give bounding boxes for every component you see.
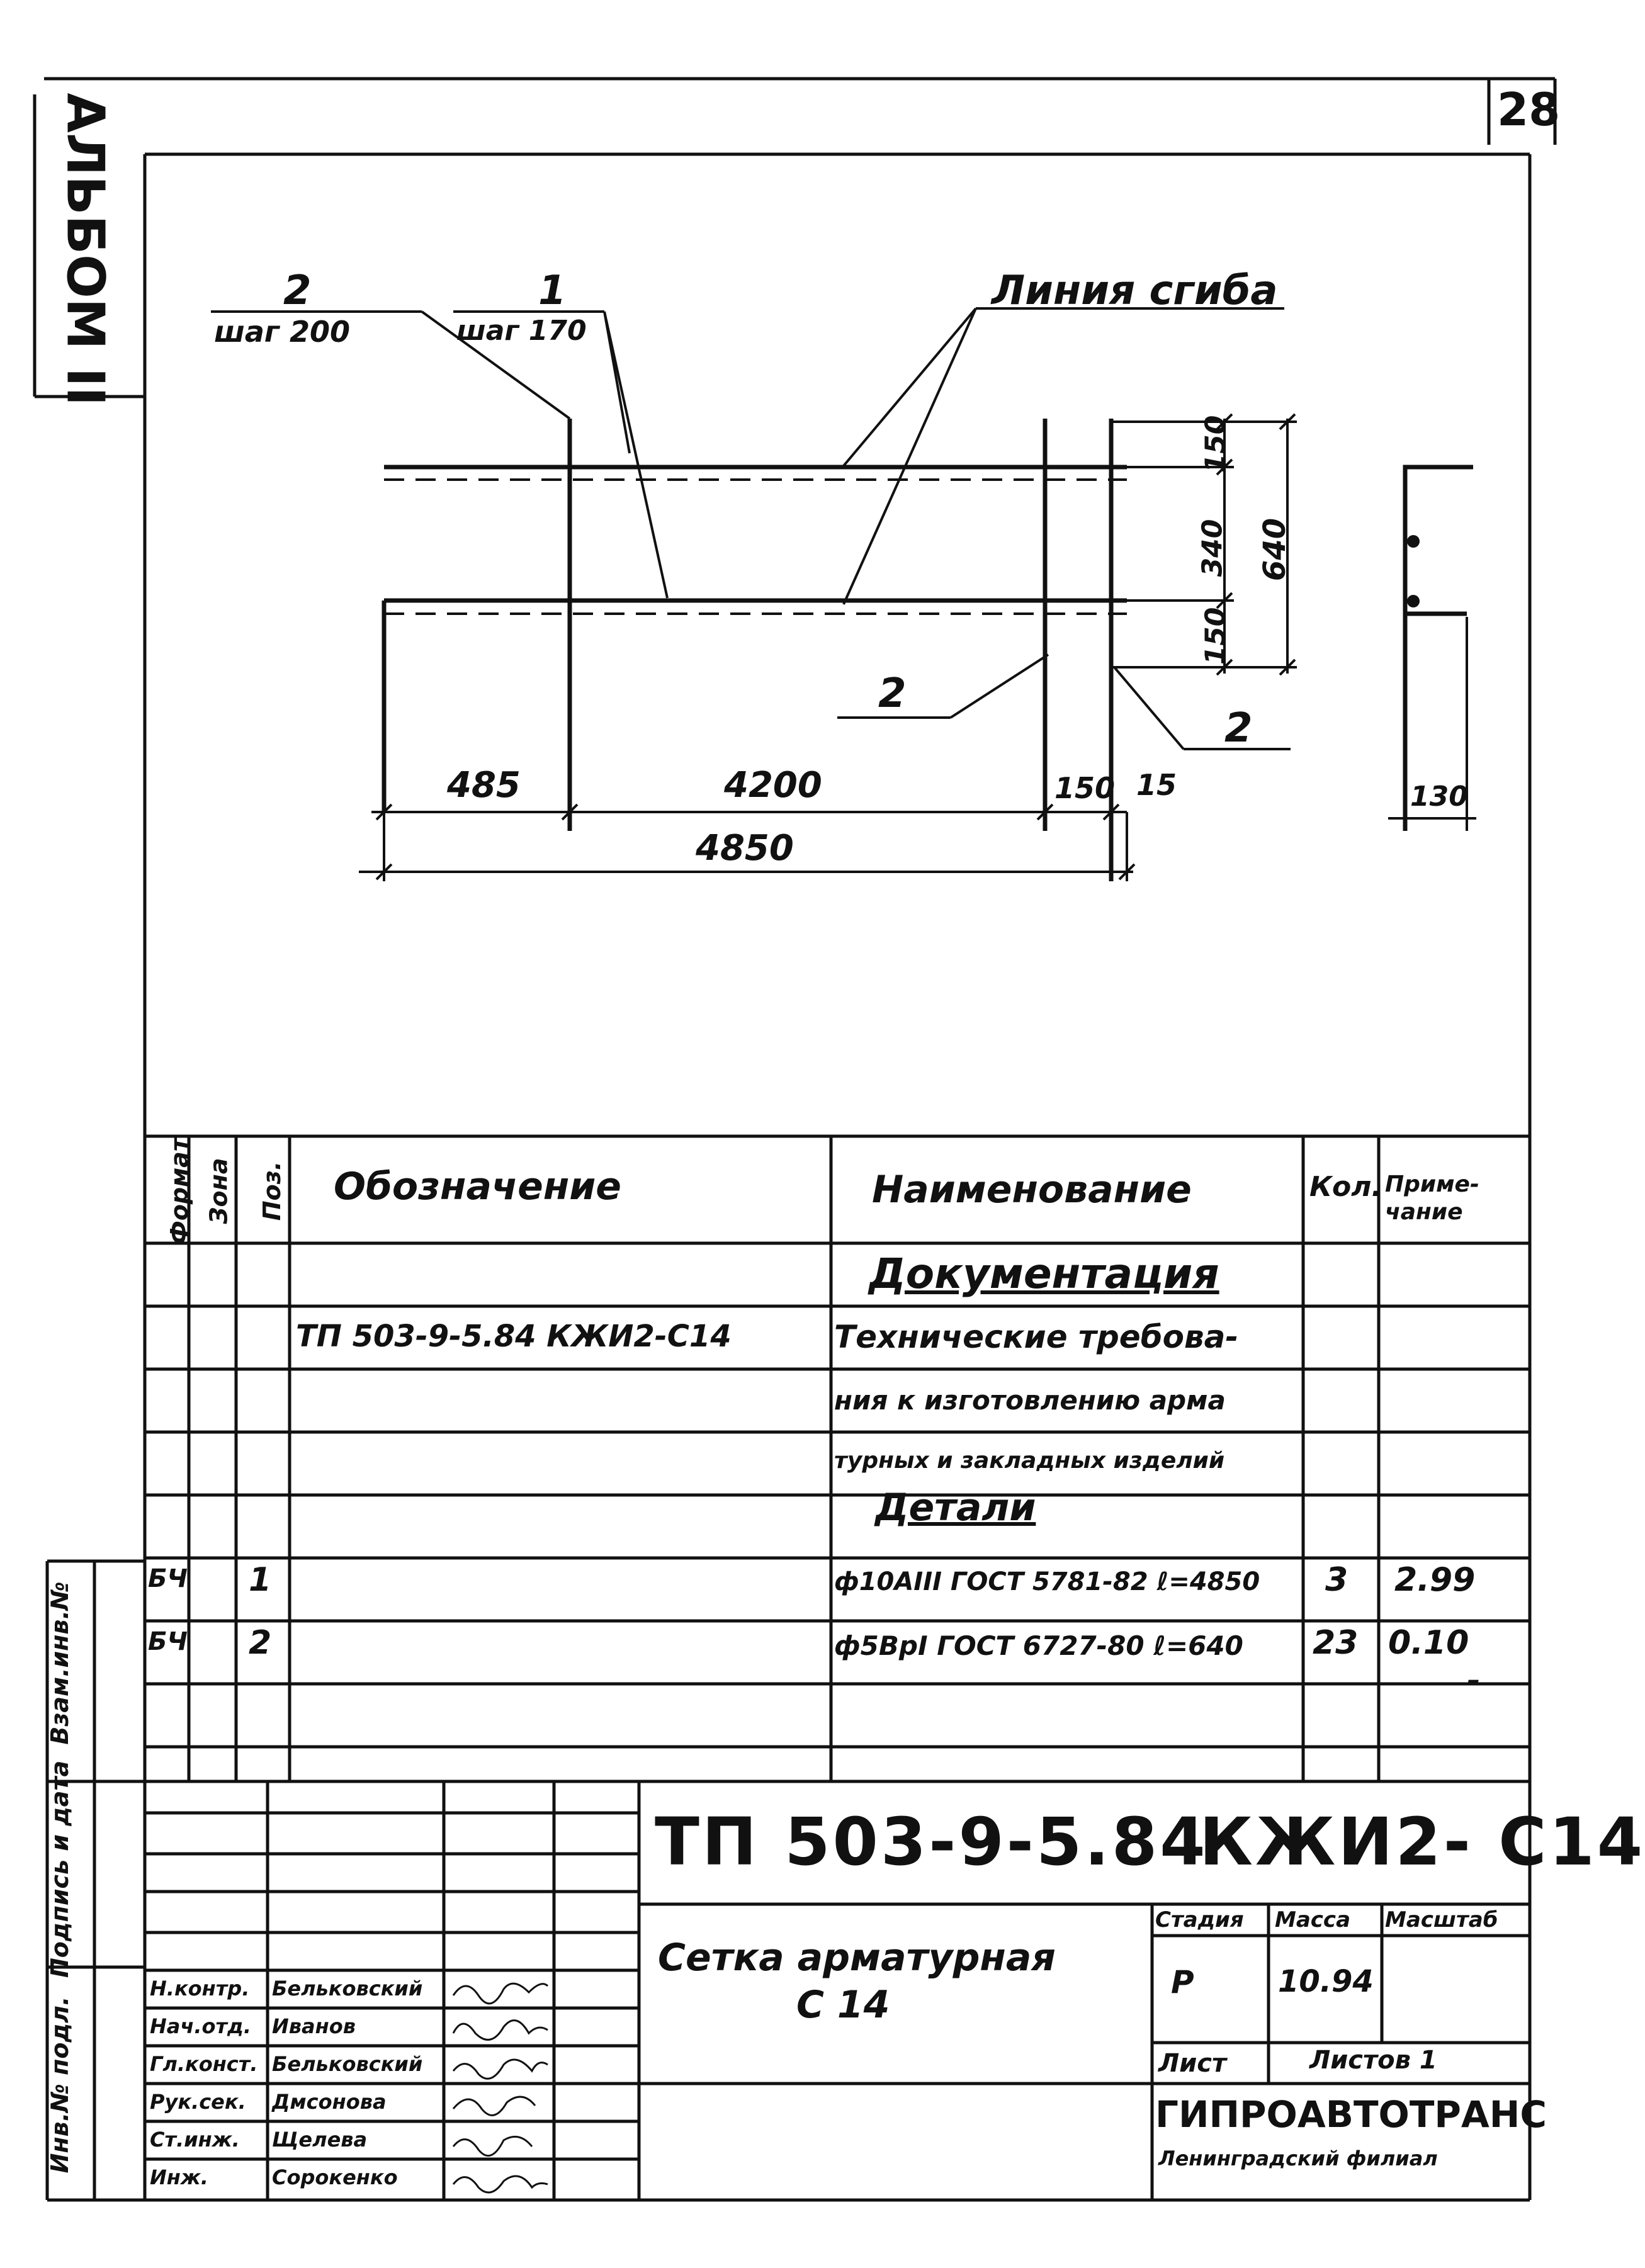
leader-left-pos: 2 — [283, 268, 312, 314]
staff-name-3: Бельковский — [272, 2052, 423, 2076]
header-name: Наименование — [872, 1168, 1192, 1212]
staff-role-2: Нач.отд. — [150, 2014, 252, 2038]
row-2-note: 0.10 — [1388, 1624, 1469, 1662]
sheets-label: Листов 1 — [1309, 2046, 1437, 2075]
note-dash: - — [1467, 1662, 1481, 1700]
album-label: АЛЬБОМ II — [55, 93, 115, 406]
header-qty: Кол. — [1309, 1171, 1382, 1203]
org-branch: Ленинградский филиал — [1158, 2147, 1438, 2170]
code-right: КЖИ2- С14 — [1199, 1803, 1645, 1880]
sheet-number: 28 — [1497, 83, 1561, 136]
dim-4850: 4850 — [696, 828, 794, 869]
mass-label: Масса — [1275, 1907, 1351, 1932]
row-1-pos: 1 — [249, 1561, 272, 1599]
section-docs: Документация — [869, 1250, 1219, 1298]
pos-label-a: 2 — [878, 670, 907, 717]
stage-value: Р — [1171, 1964, 1194, 2000]
row-1-format: БЧ — [148, 1564, 188, 1593]
title-line-2: С 14 — [796, 1983, 890, 2027]
mass-value: 10.94 — [1278, 1964, 1374, 1999]
staff-name-5: Щелева — [272, 2128, 368, 2152]
staff-role-1: Н.контр. — [150, 1977, 250, 2000]
title-line-1: Сетка арматурная — [658, 1936, 1056, 1980]
staff-name-4: Дмсонова — [272, 2090, 387, 2114]
doc-name-line-2: ния к изготовлению арма — [834, 1385, 1226, 1416]
dim-15: 15 — [1136, 768, 1177, 802]
staff-name-6: Сорокенко — [272, 2165, 398, 2189]
dim-150: 150 — [1054, 771, 1116, 805]
leader-left-step: шаг 200 — [214, 315, 350, 349]
dim-v150a: 150 — [1199, 415, 1232, 473]
row-1-qty: 3 — [1325, 1561, 1348, 1599]
header-zone: Зона — [205, 1158, 233, 1224]
row-1-note: 2.99 — [1394, 1561, 1476, 1599]
header-note: Приме-чание — [1385, 1171, 1479, 1225]
dim-v150b: 150 — [1199, 607, 1232, 665]
dim-485: 485 — [447, 765, 521, 806]
staff-role-4: Рук.сек. — [150, 2090, 246, 2114]
doc-designation: ТП 503-9-5.84 КЖИ2-С14 — [296, 1319, 732, 1354]
staff-name-2: Иванов — [272, 2014, 356, 2038]
side-inv: Инв.№ подл. — [46, 1996, 74, 2174]
side-replace: Взам.инв.№ — [46, 1581, 74, 1745]
stage-label: Стадия — [1155, 1907, 1244, 1932]
dim-v340: 340 — [1196, 519, 1229, 577]
leader-mid-step: шаг 170 — [456, 315, 587, 347]
side-sign-date: Подпись и дата — [46, 1760, 74, 1978]
row-2-qty: 23 — [1313, 1624, 1359, 1662]
header-format: Формат — [165, 1137, 193, 1244]
org-name: ГИПРОАВТОТРАНС — [1155, 2093, 1547, 2136]
dim-4200: 4200 — [724, 765, 822, 806]
row-1-name: ф10АIII ГОСТ 5781-82 ℓ=4850 — [834, 1567, 1260, 1596]
section-parts: Детали — [875, 1486, 1036, 1530]
staff-name-1: Бельковский — [272, 1977, 423, 2000]
bend-line-label: Линия сгиба — [992, 268, 1278, 314]
header-pos: Поз. — [258, 1161, 286, 1221]
sheet-label: Лист — [1158, 2049, 1227, 2078]
header-designation: Обозначение — [334, 1165, 622, 1209]
staff-role-5: Ст.инж. — [150, 2128, 240, 2152]
staff-role-6: Инж. — [150, 2165, 208, 2189]
leader-mid-pos: 1 — [538, 268, 567, 314]
scale-label: Масштаб — [1385, 1907, 1498, 1932]
dim-v640: 640 — [1257, 517, 1293, 582]
pos-label-b: 2 — [1224, 705, 1253, 752]
doc-name-line-1: Технические требова- — [834, 1319, 1239, 1355]
staff-role-3: Гл.конст. — [150, 2052, 258, 2076]
doc-name-line-3: турных и закладных изделий — [834, 1448, 1225, 1474]
code-left: ТП 503-9-5.84 — [655, 1803, 1208, 1880]
row-2-name: ф5ВрI ГОСТ 6727-80 ℓ=640 — [834, 1630, 1243, 1661]
section-dim: 130 — [1410, 781, 1468, 813]
row-2-format: БЧ — [148, 1627, 188, 1656]
row-2-pos: 2 — [249, 1624, 272, 1662]
